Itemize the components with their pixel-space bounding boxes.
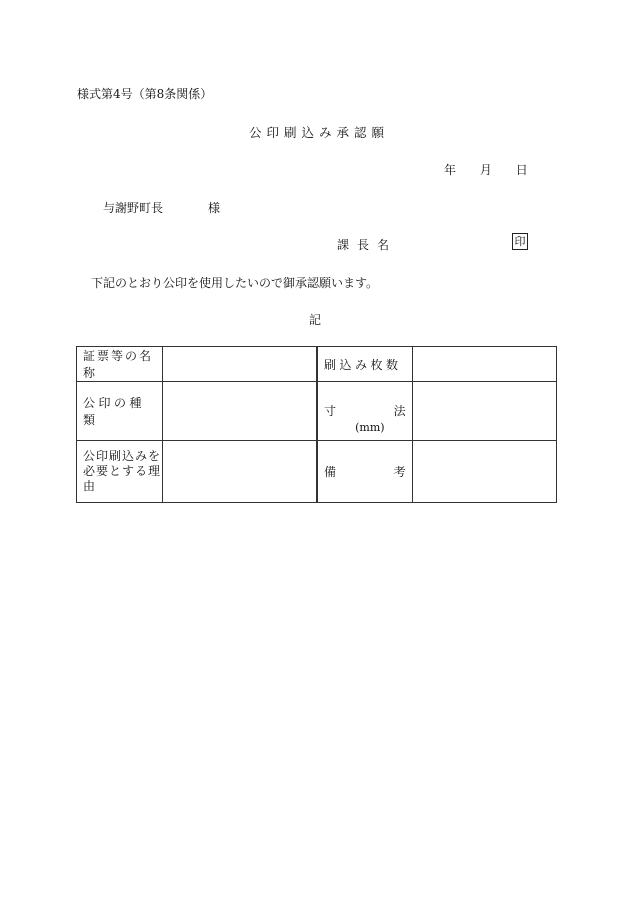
seal-mark: 印 bbox=[512, 233, 528, 250]
remarks-label-left: 備 bbox=[324, 465, 337, 479]
reason-label-line2: 必要とする理 bbox=[83, 464, 162, 478]
form-number: 様式第4号（第8条関係） bbox=[77, 87, 213, 101]
dimension-unit: (mm) bbox=[355, 421, 385, 434]
addressee-honorific: 様 bbox=[208, 201, 221, 215]
seal-type-field[interactable] bbox=[163, 382, 317, 441]
dimension-label-left: 寸 bbox=[324, 404, 337, 418]
reason-label-line3: 由 bbox=[83, 479, 97, 493]
cert-name-label: 証票等の名称 bbox=[77, 347, 163, 382]
print-count-field[interactable] bbox=[412, 347, 556, 382]
dimension-label bbox=[317, 382, 412, 441]
form-title: 公印刷込み承認願 bbox=[248, 125, 389, 140]
cert-name-field[interactable] bbox=[163, 347, 317, 382]
reason-label-line1: 公印刷込みを bbox=[83, 449, 162, 463]
date-day: 日 bbox=[515, 163, 528, 177]
applicant-label: 課長名 bbox=[337, 238, 398, 252]
ki-heading: 記 bbox=[308, 313, 321, 327]
remarks-label-right: 考 bbox=[393, 465, 406, 479]
body-text: 下記のとおり公印を使用したいので御承認願います。 bbox=[91, 276, 379, 290]
dimension-field[interactable] bbox=[412, 382, 556, 441]
reason-label bbox=[77, 441, 163, 503]
detail-table bbox=[76, 346, 557, 503]
remarks-label bbox=[317, 441, 412, 503]
dimension-label-right: 法 bbox=[393, 404, 406, 418]
date-line bbox=[444, 161, 528, 178]
date-year: 年 bbox=[444, 163, 457, 177]
date-month: 月 bbox=[479, 163, 492, 177]
reason-field[interactable] bbox=[163, 441, 317, 503]
print-count-label: 刷込み枚数 bbox=[317, 347, 412, 382]
seal-type-label: 公印の種類 bbox=[77, 382, 163, 441]
table-row bbox=[77, 441, 557, 503]
table-row bbox=[77, 347, 557, 382]
table-row bbox=[77, 382, 557, 441]
addressee-name: 与謝野町長 bbox=[103, 201, 164, 215]
remarks-field[interactable] bbox=[412, 441, 556, 503]
